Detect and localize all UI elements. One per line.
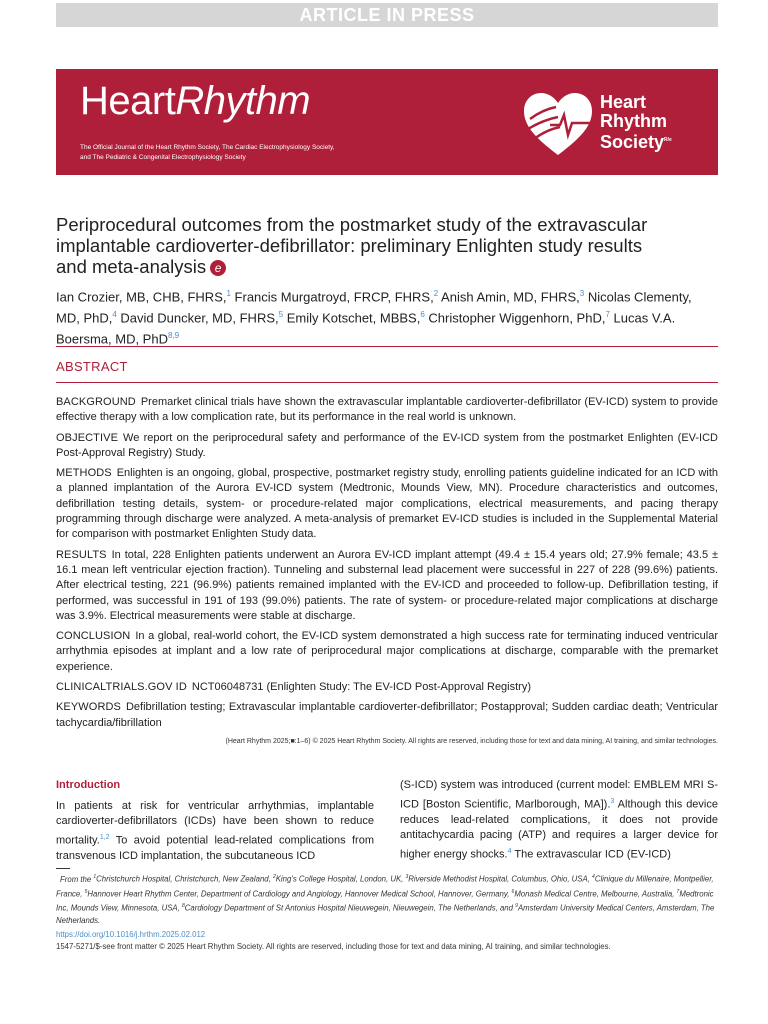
affiliation-number: 6 xyxy=(511,888,515,895)
abstract-section-text: In a global, real-world cohort, the EV-ICD system demonstrated a high success rate for terminating induced ventricular arrhythmia episodes at implant and a low rate of periprocedural major complications at discharge, comparable with the premarket experience. xyxy=(56,630,718,673)
intro-paragraph-continued: (S-ICD) system was introduced (current model: EMBLEM MRI S-ICD [Boston Scientific, Marlborough, MA]).$^3$ Although this device reduces lead-related complications, it does not provide antitachycardia pacing (ATP) and requires a larger device for higher energy shocks.$^4$ The extravascular ICD (EV-ICD) xyxy=(400,779,718,861)
abstract-section-label: KEYWORDS xyxy=(56,701,121,714)
affiliation-text: King's College Hospital, London, UK, xyxy=(275,874,406,884)
author-affiliation-link[interactable]: 3 xyxy=(579,289,585,298)
divider-abstract xyxy=(56,382,718,383)
affiliation-text: Riverside Methodist Hospital, Columbus, Ohio, USA, xyxy=(408,874,593,884)
tagline-line-2: and The Pediatric & Congenital Electrophysiology Society xyxy=(80,154,246,161)
society-logo[interactable] xyxy=(520,89,710,161)
abstract-section-label: CLINICALTRIALS.GOV ID xyxy=(56,681,187,694)
abstract-section xyxy=(56,395,718,426)
abstract-section-text: Defibrillation testing; Extravascular implantable cardioverter-defibrillator; Postapproval; Sudden cardiac death; Ventricular tachycardia/fibrillation xyxy=(56,701,718,729)
doi-link[interactable]: https://doi.org/10.1016/j.hrthm.2025.02.012 xyxy=(56,930,206,939)
affiliation-text: Medtronic Inc, Mounds View, Minnesota, USA, xyxy=(56,889,714,913)
author-affiliation-link[interactable]: 8,9 xyxy=(167,330,180,340)
affiliation-number: 3 xyxy=(405,874,409,880)
abstract-section-text: We report on the periprocedural safety and performance of the EV-ICD system from the postmarket Enlighten (EV-ICD Post-Approval Registry) Study. xyxy=(56,431,718,459)
journal-name-rhythm: Rhythm xyxy=(175,79,311,123)
article-title xyxy=(56,214,676,277)
affiliation-number: 4 xyxy=(592,874,595,880)
divider-top xyxy=(56,346,718,347)
tagline-line-1: The Official Journal of the Heart Rhythm Society, The Cardiac Electrophysiology Society, xyxy=(80,144,335,151)
abstract-section xyxy=(56,629,718,675)
abstract-section-text: NCT06048731 (Enlighten Study: The EV-ICD Post-Approval Registry) xyxy=(191,681,532,694)
introduction-heading: Introduction xyxy=(56,779,121,791)
author-name: David Duncker, MD, FHRS, xyxy=(116,310,279,326)
heart-globe-icon xyxy=(520,89,596,161)
footnote-rule xyxy=(56,868,70,869)
article-in-press-banner: ARTICLE IN PRESS xyxy=(56,3,718,27)
abstract-section-label: BACKGROUND xyxy=(56,396,136,408)
affiliation-text: Monash Medical Centre, Melbourne, Australia, xyxy=(514,889,677,899)
abstract-section xyxy=(56,548,718,624)
affiliation-number: 9 xyxy=(515,903,518,910)
author-affiliation-link[interactable]: 6 xyxy=(420,309,425,319)
affiliation-text: Christchurch Hospital, Christchurch, New Zealand, xyxy=(96,874,273,884)
abstract-section-label: CONCLUSION xyxy=(56,630,131,643)
abstract-section-text: In total, 228 Enlighten patients underwent an Aurora EV-ICD implant attempt (49.4 ± 15.4 years old; 27.9% female; 43.5 ± 16.1 mean left ventricular ejection fraction). Tunneling and substernal lead placement were successful in 227 of 228 (99.6%) patients. After electrical testing, 221 (96.9%) patients remained implanted with the EV-ICD and proceeded to follow-up. Defibrillation testing, if performed, was successful in 191 of 193 (99.0%) patients. The rate of system- or procedure-related major complications at discharge was 3.9%. Electrical measurements were stable at discharge. xyxy=(56,548,718,622)
affiliation-text: Clinique du Millenaire, Montpellier, France, xyxy=(56,874,714,899)
abstract-section-label: METHODS xyxy=(56,467,112,480)
abstract-section xyxy=(56,700,718,731)
society-name-rhythm: Rhythm xyxy=(600,111,667,131)
citation-line: (Heart Rhythm 2025;■:1–6) © 2025 Heart Rhythm Society. All rights are reserved, including those for text and data mining, AI training, and similar technologies. xyxy=(225,738,718,745)
author-affiliation-link[interactable]: 5 xyxy=(278,309,284,319)
affiliation-number: 5 xyxy=(84,888,88,895)
abstract-section-text: Premarket clinical trials have shown the extravascular implantable cardioverter-defibrillator (EV-ICD) system to provide effective therapy with a low complication rate, but its performance in the real world is unknown. xyxy=(56,396,718,424)
journal-name-heart: Heart xyxy=(80,79,176,123)
intro-paragraph: In patients at risk for ventricular arrhythmias, implantable cardioverter-defibrillators (ICDs) have been shown to reduce mortality.$^{1,2}$ To avoid potential lead-related complications from transvenous ICD implantation, the subcutaneous ICD xyxy=(56,799,374,863)
body-right-column xyxy=(400,778,718,863)
author-name: Christopher Wiggenhorn, PhD, xyxy=(424,310,606,326)
author-affiliation-link[interactable]: 2 xyxy=(433,289,439,298)
abstract-section-text: Enlighten is an ongoing, global, prospective, postmarket registry study, enrolling patients guideline indicated for an ICD with a planned implantation of the Aurora EV-ICD system (Medtronic, Mounds View, MN). Procedure characteristics and outcomes, defibrillation testing details, system- or procedure-related major complications, electrical measurements, and pacing therapy programming through discharge were analyzed. A meta-analysis of premarket EV-ICD studies is included in the Supplemental Material for comparison with postmarket Enlighten Study data. xyxy=(56,467,718,541)
journal-banner xyxy=(56,69,718,175)
abstract-section xyxy=(56,431,718,462)
affiliation-number: 2 xyxy=(272,874,276,880)
abstract-heading: ABSTRACT xyxy=(56,359,128,374)
affil-from: From the xyxy=(60,874,94,884)
abstract-body xyxy=(56,395,718,736)
author-name: Francis Murgatroyd, FRCP, FHRS, xyxy=(230,289,434,305)
editorial-e-icon[interactable]: e xyxy=(210,260,226,276)
journal-tagline xyxy=(80,143,400,163)
abstract-section xyxy=(56,466,718,542)
ref-link-1-2[interactable]: 1,2 xyxy=(99,833,110,841)
affiliation-text: Hannover Heart Rhythm Center, Department of Cardiology and Angiology, Hannover Medical School, Hannover, Germany, xyxy=(87,889,512,899)
affiliation-number: 7 xyxy=(676,888,680,895)
affiliation-number: 8 xyxy=(181,903,185,910)
affiliations xyxy=(56,871,718,927)
author-name: Emily Kotschet, MBBS, xyxy=(283,310,421,326)
author-name: Ian Crozier, MB, CHB, FHRS, xyxy=(56,289,227,305)
author-affiliation-link[interactable]: 1 xyxy=(226,289,231,298)
society-name-heart: Heart xyxy=(600,92,647,112)
copyright-line: 1547-5271/$-see front matter © 2025 Heart Rhythm Society. All rights are reserved, including those for text and data mining, AI training, and similar technologies. xyxy=(56,942,611,951)
ref-link-3[interactable]: 3 xyxy=(610,797,615,805)
ref-link-4[interactable]: 4 xyxy=(507,848,512,856)
society-name xyxy=(600,93,672,152)
body-left-column xyxy=(56,778,374,865)
abstract-section-label: OBJECTIVE xyxy=(56,431,119,444)
author-list xyxy=(56,285,696,347)
abstract-section xyxy=(56,680,718,695)
abstract-section-label: RESULTS xyxy=(56,548,107,561)
article-title-text: Periprocedural outcomes from the postmarket study of the extravascular implantable cardioverter-defibrillator: preliminary Enlighten study results and meta-analysis xyxy=(56,214,648,277)
author-affiliation-link[interactable]: 4 xyxy=(112,309,117,319)
affiliation-number: 1 xyxy=(93,874,97,880)
author-name: Nicolas Clementy, MD, PhD, xyxy=(56,289,692,326)
society-name-society: Society$^{R/e}$ xyxy=(600,132,672,152)
affiliation-text: Cardiology Department of St Antonius Hospital Nieuwegein, Nieuwegein, The Netherlands, and xyxy=(184,903,516,913)
journal-name[interactable] xyxy=(80,79,310,124)
author-name: Anish Amin, MD, FHRS, xyxy=(438,289,580,305)
author-affiliation-link[interactable]: 7 xyxy=(605,309,610,319)
registered-mark: R/e xyxy=(664,137,672,143)
affiliation-text: Amsterdam University Medical Centers, Amsterdam, The Netherlands. xyxy=(56,903,715,925)
author-name: Lucas V.A. Boersma, MD, PhD xyxy=(56,310,676,346)
